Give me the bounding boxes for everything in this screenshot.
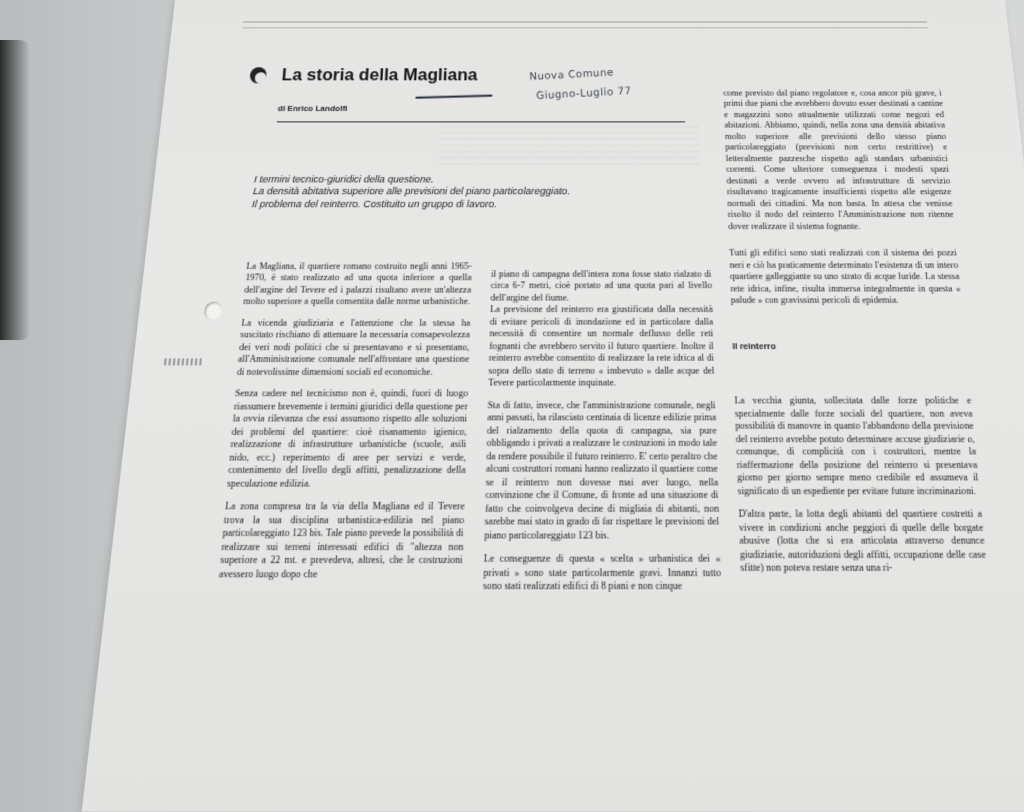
magazine-page: [82, 0, 1024, 812]
lede-line: Il problema del reinterro. Costituito un gruppo di lavoro.: [251, 198, 497, 211]
paragraph: La Magliana, il quartiere romano costruito negli anni 1965-1970, è stato realizzato ad una quota inferiore a quella dell'argine del Tevere ed i palazzi risultano avere un'altezza molto superiore a quella consentita dalle norme urbanistiche.: [242, 260, 473, 307]
punch-hole-icon: [204, 302, 223, 320]
section-heading: Il reinterro: [732, 340, 777, 352]
bleed-through-text: [438, 126, 700, 168]
handwritten-note-line: Giugno-Luglio 77: [535, 85, 632, 103]
ink-smudge: [164, 358, 202, 365]
title-rule: [277, 121, 685, 122]
paragraph: il piano di campagna dell'intera zona fosse stato rialzato di circa 6-7 metri, cioè portato ad una quota pari al livello dell'argine del fiume.: [490, 267, 713, 303]
lede-line: La densità abitativa superiore alle previsioni del piano particolareggiato.: [252, 186, 571, 198]
handwritten-note: [529, 63, 632, 107]
section-marker-icon: [249, 67, 267, 83]
column-right: [723, 87, 988, 584]
article-byline: di Enrico Landolfi: [277, 103, 348, 114]
top-rule-mark: [243, 21, 927, 22]
dark-object-edge: [0, 40, 30, 340]
article-lede: [251, 174, 696, 211]
handwritten-underline: [415, 95, 492, 99]
paragraph: La vecchia giunta, sollecitata dalle forze politiche e specialmente dalle forze sociali del quartiere, non aveva possibilità di manovre in quanto l'abbandono della previsione del reinterro avrebbe potuto determinare accuse giudiziarie o, comunque, di complicità con i costruttori, mentre la riaffermazione della posizione del reinterro si presentava giorno per giorno sempre meno credibile ed assumeva il significato di un espediente per evitare future incriminazioni.: [734, 394, 979, 497]
paragraph: La zona compresa tra la via della Magliana ed il Tevere trova la sua disciplina urbanistica-edilizia nel piano particolareggiato 123 bis. Tale piano prevede la possibilità di realizzare sui terreni interessati edifici di "altezza non superiore a 22 mt. e prevedeva, altresì, che le costruzioni avessero luogo dopo che: [218, 499, 465, 580]
article-title: La storia della Magliana: [280, 65, 478, 85]
top-rule-mark-2: [242, 27, 927, 28]
paragraph: La previsione del reinterro era giustificata dalla necessità di evitare pericoli di inondazione ed in particolare dalla necessità di consentire un normale deflusso delle reti fognanti che avrebbero servito il futuro quartiere. Inoltre il reinterro avrebbe consentito di realizzare la rete idrica al di sopra dello stato di terreno « imbevuto » dalle acque del Tevere particolarmente inquinate.: [488, 303, 715, 389]
handwritten-note-line: Nuova Comune: [529, 67, 615, 83]
column-middle: [483, 268, 722, 603]
paragraph: come previsto dal piano regolatore e, cosa ancor più grave, i primi due piani che avrebbero dovuto esser destinati a cantine e magazzini sono attualmente utilizzati come negozi ed abitazioni. Abbiamo, quindi, nella zona una densità abitativa molto superiore alle previsioni dello stesso piano particolareggiato (previsioni non certo restrittive) e letteralmente pazzesche rispetto agli standars urbanistici correnti. Come ulteriore conseguenza i modesti spazi destinati a verde ovvero ad infrastrutture di servizio risultavano tragicamente insufficienti rispetto alle esigenze normali dei cittadini. Ma non basta. In attesa che venisse risolto il nodo del reinterro l'Amministrazione non ritenne dover realizzare il sistema fognante.: [723, 87, 954, 232]
paragraph: Sta di fatto, invece, che l'amministrazione comunale, negli anni passati, ha rilasciato centinaia di licenze edilizie prima del rialzamento della quota di campagna, sia pure obbligando i privati a realizzare le costruzioni in modo tale da rendere possibile il futuro reinterro. E' certo peraltro che alcuni costruttori romani hanno realizzato il quartiere come se il reinterro non dovesse mai aver luogo, nella convinzione che il Comune, di fronte ad una situazione di fatto che coinvolgeva decine di migliaia di abitanti, non sarebbe mai stato in grado di far rispettare le previsioni del piano particolareggiato 123 bis.: [484, 398, 720, 541]
lede-line: I termini tecnico-giuridici della questione.: [253, 173, 434, 186]
paragraph: Le conseguenze di questa « scelta » urbanistica dei « privati » sono state particolarmente gravi. Innanzi tutto sono stati realizzati edifici di 8 piani e non cinque: [482, 551, 722, 592]
paragraph: Tutti gli edifici sono stati realizzati con il sistema dei pozzi neri e ciò ha praticamente determinato l'esistenza di un intero quartiere galleggiante su uno strato di acque luride. La stessa rete idrica, infine, risulta immersa integralmente in questa « palude » con gravissimi pericoli di epidemia.: [728, 247, 961, 306]
paragraph: Senza cadere nel tecnicismo non è, quindi, fuori di luogo riassumere brevemente i termini giuridici della questione per la ovvia rilevanza che essi assumono rispetto alle soluzioni dei problemi del quartiere: cioè risanamento igienico, realizzazione di infrastrutture urbanistiche (scuole, asili nido, ecc.) reperimento di aree per servizi e verde, contenimento del livello degli affitti, penalizzazione della speculazione edilizia.: [226, 387, 469, 489]
paragraph: D'altra parte, la lotta degli abitanti del quartiere costretti a vivere in condizioni anche peggiori di quelle delle borgate abusive (lotta che si era articolata attraverso denunce giudiziarie, autoriduzioni degli affitti, occupazione delle case sfitte) non poteva restare senza una ri-: [738, 507, 987, 574]
paragraph: La vicenda giudiziaria e l'attenzione che la stessa ha suscitato rischiano di attenuare la necessaria consapevolezza dei veri nodi politici che si presentavano e si presentano, all'Amministrazione comunale nell'affrontare una questione di notevolissime dimensioni sociali ed economiche.: [236, 316, 471, 378]
column-left: [218, 260, 472, 591]
